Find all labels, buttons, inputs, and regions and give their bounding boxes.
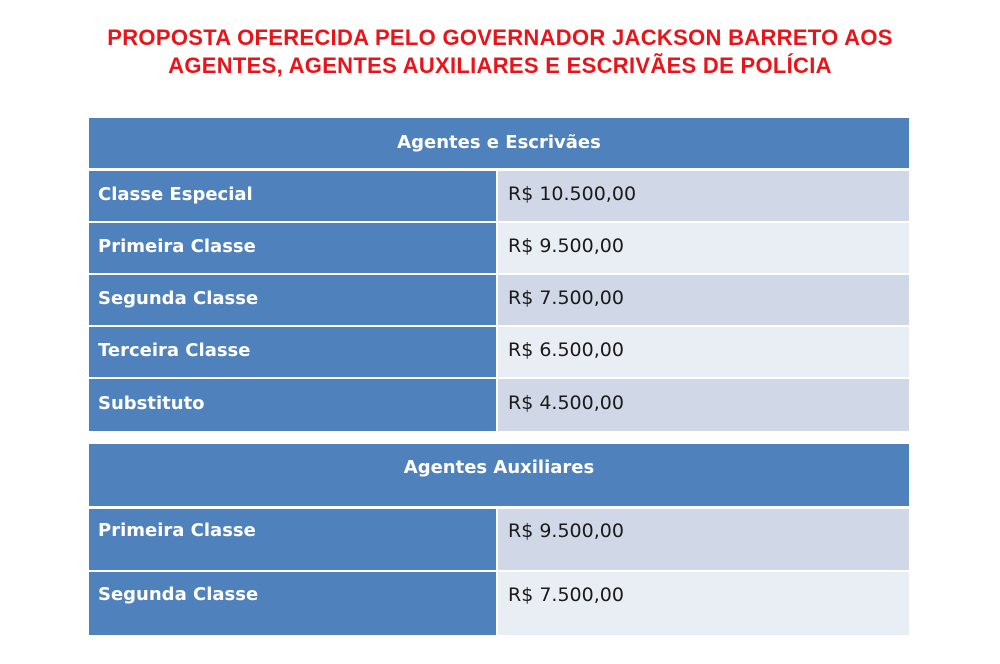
table-row: [89, 509, 909, 572]
table-header: Agentes e Escrivães: [89, 118, 909, 171]
row-value: R$ 10.500,00: [498, 171, 909, 221]
table-row: [89, 572, 909, 635]
page-title: [0, 24, 1000, 80]
row-value: R$ 4.500,00: [498, 379, 909, 431]
table-row: [89, 171, 909, 223]
title-line-1: PROPOSTA OFERECIDA PELO GOVERNADOR JACKSON BARRETO AOS: [107, 25, 893, 50]
row-value: R$ 9.500,00: [498, 509, 909, 570]
table-agentes-escrivaes: [89, 118, 909, 431]
title-line-2: AGENTES, AGENTES AUXILIARES E ESCRIVÃES DE POLÍCIA: [168, 53, 832, 78]
row-value: R$ 9.500,00: [498, 223, 909, 273]
row-label: Primeira Classe: [89, 509, 498, 570]
row-label: Segunda Classe: [89, 275, 498, 325]
row-value: R$ 6.500,00: [498, 327, 909, 377]
table-row: [89, 379, 909, 431]
row-value: R$ 7.500,00: [498, 572, 909, 635]
table-row: [89, 327, 909, 379]
row-label: Terceira Classe: [89, 327, 498, 377]
row-label: Classe Especial: [89, 171, 498, 221]
table-header: Agentes Auxiliares: [89, 444, 909, 509]
row-label: Segunda Classe: [89, 572, 498, 635]
table-agentes-auxiliares: [89, 444, 909, 635]
table-row: [89, 275, 909, 327]
row-label: Primeira Classe: [89, 223, 498, 273]
row-label: Substituto: [89, 379, 498, 431]
row-value: R$ 7.500,00: [498, 275, 909, 325]
table-row: [89, 223, 909, 275]
